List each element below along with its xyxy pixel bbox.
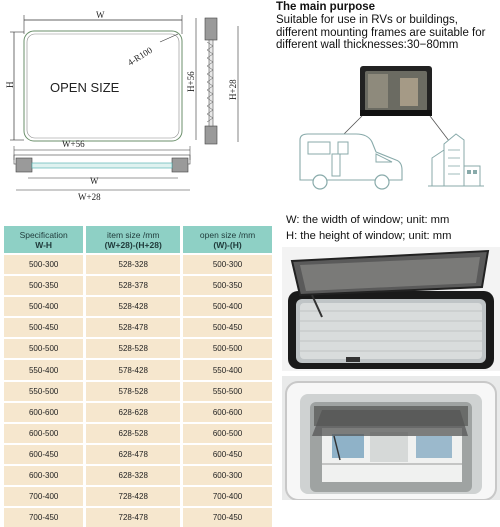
table-row: [4, 358, 272, 379]
building-icon: [426, 130, 486, 192]
table-cell: 500-350: [183, 274, 272, 295]
table-row: [4, 274, 272, 295]
table-row: [4, 380, 272, 401]
table-cell: 500-450: [183, 316, 272, 337]
corner-radius-label: 4-R100: [125, 44, 154, 68]
side-inner-height-label: H+28: [228, 79, 238, 100]
side-section-drawing: [186, 18, 238, 144]
table-cell: 500-400: [4, 295, 86, 316]
table-cell: 700-450: [183, 506, 272, 527]
table-cell: 500-500: [4, 337, 86, 358]
width-note: W: the width of window; unit: mm: [286, 214, 450, 226]
installed-window-photo: [282, 376, 500, 500]
table-cell: 528-378: [86, 274, 183, 295]
table-cell: 628-528: [86, 422, 183, 443]
height-dim-label: H: [5, 81, 15, 88]
bottom-inner-width-label: W+28: [78, 192, 101, 202]
purpose-description: Suitable for use in RVs or buildings, different mounting frames are suitable for different wall thicknesses:30−80mm: [276, 14, 486, 51]
open-window-photo: [282, 247, 500, 371]
table-row: [4, 506, 272, 527]
technical-drawings: [0, 0, 282, 212]
table-cell: 550-400: [4, 358, 86, 379]
table-cell: 600-450: [4, 443, 86, 464]
table-cell: 728-478: [86, 506, 183, 527]
spec-table: [4, 226, 272, 527]
purpose-section: [276, 0, 500, 205]
table-cell: 528-328: [86, 253, 183, 274]
header-item-size: item size /mm (W+28)-(H+28): [86, 226, 183, 253]
table-cell: 528-428: [86, 295, 183, 316]
table-row: [4, 485, 272, 506]
table-cell: 700-400: [183, 485, 272, 506]
bottom-width-label: W: [90, 176, 99, 186]
table-cell: 628-478: [86, 443, 183, 464]
table-cell: 628-328: [86, 464, 183, 485]
table-row: [4, 253, 272, 274]
table-cell: 500-300: [183, 253, 272, 274]
bottom-section-drawing: [14, 139, 190, 202]
open-size-label: OPEN SIZE: [50, 80, 120, 95]
table-cell: 500-450: [4, 316, 86, 337]
unit-legend: [286, 212, 498, 244]
table-cell: 528-528: [86, 337, 183, 358]
table-cell: 500-500: [183, 337, 272, 358]
table-row: [4, 316, 272, 337]
table-row: [4, 401, 272, 422]
table-cell: 550-500: [183, 380, 272, 401]
table-row: [4, 337, 272, 358]
table-cell: 500-300: [4, 253, 86, 274]
table-cell: 600-600: [183, 401, 272, 422]
table-row: [4, 295, 272, 316]
purpose-title: The main purpose: [276, 1, 376, 13]
table-cell: 528-478: [86, 316, 183, 337]
table-cell: 578-528: [86, 380, 183, 401]
rv-icon: [296, 130, 408, 192]
width-dim-label: W: [96, 10, 105, 20]
table-cell: 600-600: [4, 401, 86, 422]
table-cell: 550-500: [4, 380, 86, 401]
height-note: H: the height of window; unit: mm: [286, 230, 452, 242]
table-cell: 628-628: [86, 401, 183, 422]
front-view-drawing: [5, 10, 182, 141]
table-cell: 700-400: [4, 485, 86, 506]
table-cell: 600-500: [183, 422, 272, 443]
table-cell: 700-450: [4, 506, 86, 527]
side-outer-height-label: H+56: [186, 71, 196, 92]
table-cell: 728-428: [86, 485, 183, 506]
table-cell: 500-350: [4, 274, 86, 295]
table-row: [4, 422, 272, 443]
table-cell: 578-428: [86, 358, 183, 379]
bottom-outer-width-label: W+56: [62, 139, 85, 149]
table-cell: 550-400: [183, 358, 272, 379]
table-cell: 600-450: [183, 443, 272, 464]
table-row: [4, 464, 272, 485]
table-cell: 600-300: [4, 464, 86, 485]
table-cell: 600-300: [183, 464, 272, 485]
table-header-row: [4, 226, 272, 253]
table-cell: 500-400: [183, 295, 272, 316]
table-row: [4, 443, 272, 464]
table-cell: 600-500: [4, 422, 86, 443]
header-specification: Specification W-H: [4, 226, 86, 253]
header-open-size: open size /mm (W)-(H): [183, 226, 272, 253]
